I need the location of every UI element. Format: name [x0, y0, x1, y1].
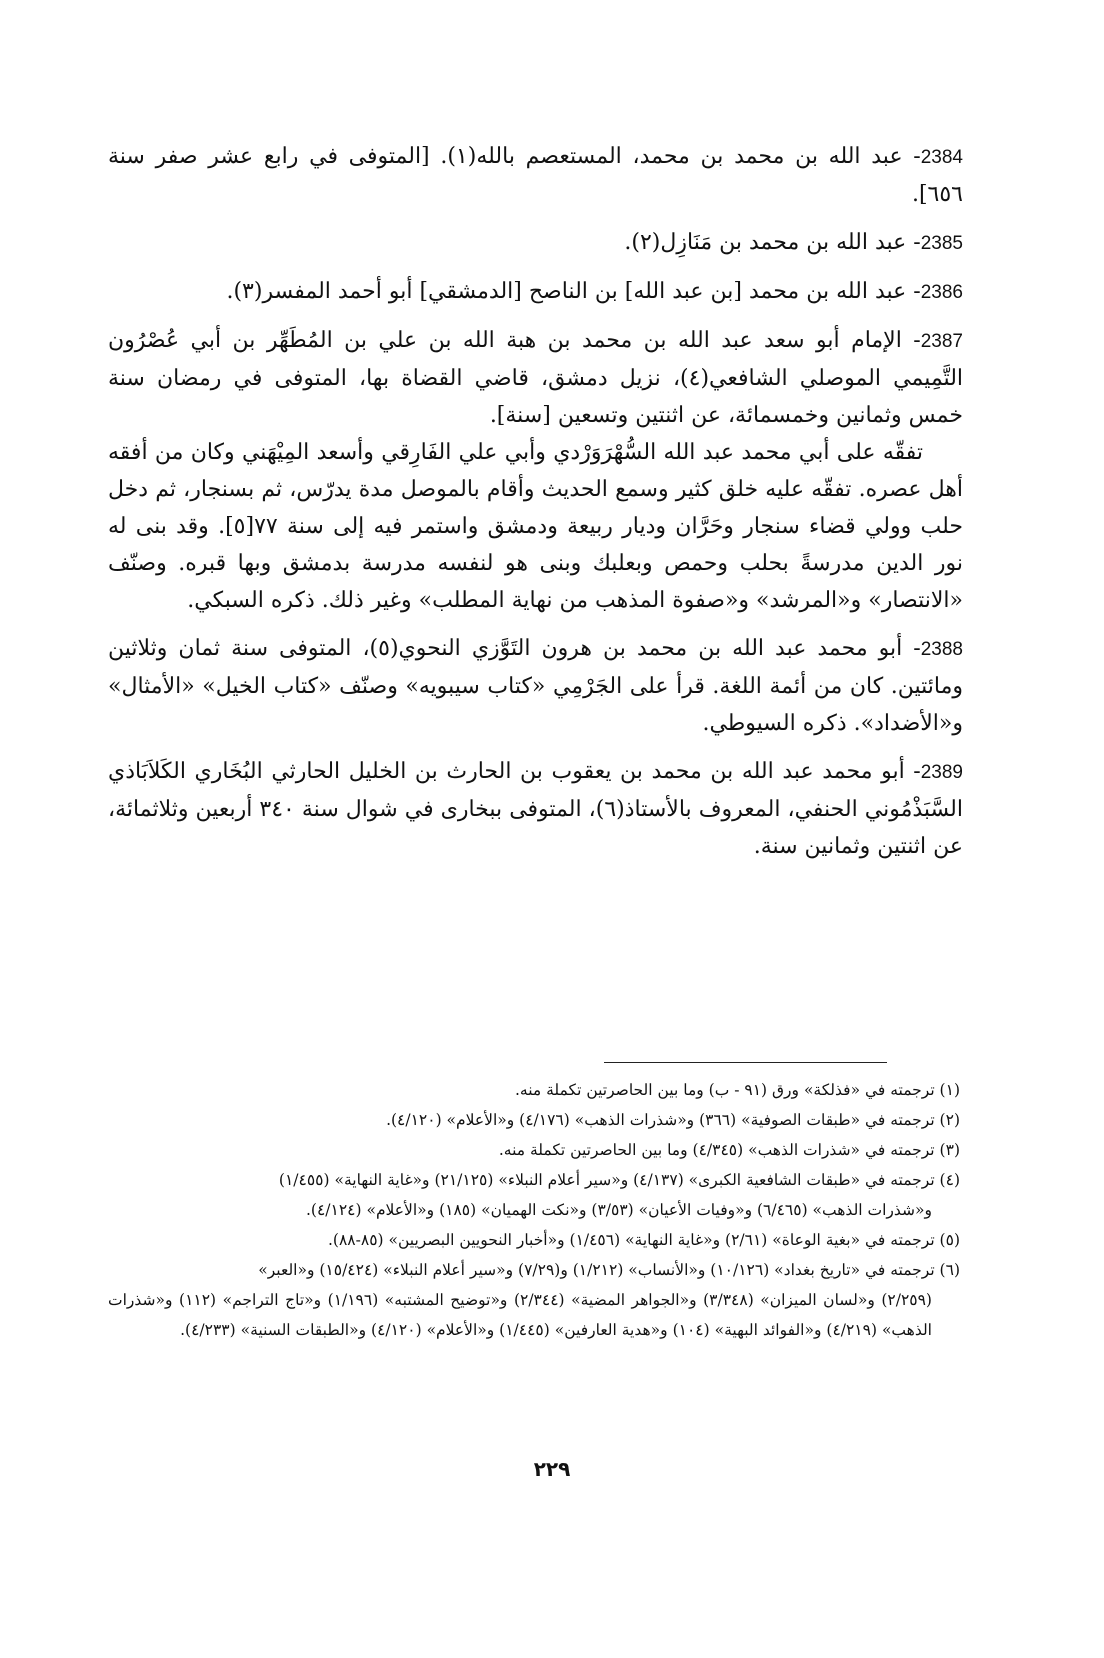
entry-text: عبد الله بن محمد بن مَنَازِل(٢). — [624, 230, 907, 255]
footnote-2: (٢) ترجمته في «طبقات الصوفية» (٣٦٦) و«شذرات الذهب» (٤/١٧٦) و«الأعلام» (٤/١٢٠). — [386, 1111, 960, 1129]
entry-2389: 2389- أبو محمد عبد الله بن محمد بن يعقوب بن الحارث بن الخليل الحارثي البُخَاري الكَلاَبَاذي السَّبَذْمُوني الحنفي، المعروف بالأستاذ(٦)، المتوفى ببخارى في شوال سنة ٣٤٠ أربعين وثلاثمائة، عن اثنتين وثمانين سنة. — [108, 759, 963, 859]
footnote-3: (٣) ترجمته في «شذرات الذهب» (٤/٣٤٥) وما بين الحاصرتين تكملة منه. — [498, 1141, 960, 1159]
entry-2386: 2386- عبد الله بن محمد [بن عبد الله] بن الناصح [الدمشقي] أبو أحمد المفسر(٣). — [226, 279, 963, 304]
entry-number: 2385 — [920, 233, 963, 254]
entry-2388: 2388- أبو محمد عبد الله بن محمد بن هرون التَوَّزي النحوي(٥)، المتوفى سنة ثمان وثلاثين ومائتين. كان من أئمة اللغة. قرأ على الجَرْمِي «كتاب سيبويه» وصنّف «كتاب الخيل» «الأمثال» و«الأضداد». ذكره السيوطي. — [108, 636, 964, 736]
entry-number: 2388 — [920, 639, 964, 660]
entry-text: أبو محمد عبد الله بن محمد بن يعقوب بن الحارث بن الخليل الحارثي البُخَاري الكَلاَبَاذي السَّبَذْمُوني الحنفي، المعروف بالأستاذ(٦)، المتوفى ببخارى في شوال سنة ٣٤٠ أربعين وثلاثمائة، عن اثنتين وثمانين سنة. — [108, 759, 963, 859]
footnote-continuation: و«شذرات الذهب» (٦/٤٦٥) و«وفيات الأعيان» (٣/٥٣) و«نكت الهميان» (١٨٥) و«الأعلام» (٤/١٢٤). — [305, 1201, 932, 1219]
entry-2387: 2387- الإمام أبو سعد عبد الله بن محمد بن هبة الله بن علي بن المُطَهِّر بن أبي عُصْرُون التَّمِيمي الموصلي الشافعي(٤)، نزيل دمشق، قاضي القضاة بها، المتوفى في رمضان سنة خمس وثمانين وخمسمائة، عن اثنتين وتسعين [سنة]. تفقّه على أبي محمد عبد الله السُّهْرَوَرْدي وأبي علي الفَارِقي وأسعد المِيْهَني وكان من أفقه أهل عصره. تفقّه عليه خلق كثير وسمع الحديث وأقام بالموصل مدة يدرّس، ثم بسنجار، ثم دخل حلب وولي قضاء سنجار وحَرَّان وديار ربيعة ودمشق واستمر فيه إلى سنة ٧٧[٥]. وقد بنى له نور الدين مدرسةً بحلب وحمص وبعلبك وبنى هو لنفسه مدرسة بدمشق وبها قبره. وصنّف «الانتصار» و«المرشد» و«صفوة المذهب من نهاية المطلب» وغير ذلك. ذكره السبكي. — [108, 322, 963, 619]
entry-text: عبد الله بن محمد [بن عبد الله] بن الناصح [الدمشقي] أبو أحمد المفسر(٣). — [226, 279, 907, 304]
entry-paragraph: تفقّه على أبي محمد عبد الله السُّهْرَوَرْدي وأبي علي الفَارِقي وأسعد المِيْهَني وكان من أفقه أهل عصره. تفقّه عليه خلق كثير وسمع الحديث وأقام بالموصل مدة يدرّس، ثم بسنجار، ثم دخل حلب وولي قضاء سنجار وحَرَّان وديار ربيعة ودمشق واستمر فيه إلى سنة ٧٧[٥]. وقد بنى له نور الدين مدرسةً بحلب وحمص وبعلبك وبنى هو لنفسه مدرسة بدمشق وبها قبره. وصنّف «الانتصار» و«المرشد» و«صفوة المذهب من نهاية المطلب» وغير ذلك. ذكره السبكي. — [108, 440, 964, 613]
footnote-text: (٤) ترجمته في «طبقات الشافعية الكبرى» (٤/١٣٧) و«سير أعلام النبلاء» (٢١/١٢٥) و«غاية النهاية» (١/٤٥٥) — [278, 1171, 960, 1189]
footnote-divider — [604, 1062, 887, 1063]
footnote-continuation: (٢/٢٥٩) و«لسان الميزان» (٣/٣٤٨) و«الجواهر المضية» (٢/٣٤٤) و«توضيح المشتبه» (١/١٩٦) و«تاج التراجم» (١١٢) و«شذرات الذهب» (٤/٢١٩) و«الفوائد البهية» (١٠٤) و«هدية العارفين» (١/٤٤٥) و«الأعلام» (٤/١٢٠) و«الطبقات السنية» (٤/٢٣٣). — [108, 1291, 932, 1339]
footnote-4 — [108, 1165, 960, 1225]
biography-entries — [108, 138, 963, 876]
entry-text: الإمام أبو سعد عبد الله بن محمد بن هبة الله بن علي بن المُطَهِّر بن أبي عُصْرُون التَّمِيمي الموصلي الشافعي(٤)، نزيل دمشق، قاضي القضاة بها، المتوفى في رمضان سنة خمس وثمانين وخمسمائة، عن اثنتين وتسعين [سنة]. — [108, 328, 964, 428]
page-number: ٢٢٩ — [533, 1457, 571, 1481]
footnote-5: (٥) ترجمته في «بغية الوعاة» (٢/٦١) و«غاية النهاية» (١/٤٥٦) و«أخبار النحويين البصريين» (٨٥-٨٨). — [327, 1231, 960, 1249]
entry-2385: 2385- عبد الله بن محمد بن مَنَازِل(٢). — [624, 230, 963, 255]
entry-2384: 2384- عبد الله بن محمد بن محمد، المستعصم بالله(١). [المتوفى في رابع عشر صفر سنة ٦٥٦]. — [108, 144, 963, 207]
entry-number: 2387 — [920, 331, 963, 352]
footnote-6 — [108, 1255, 960, 1345]
entry-number: 2389 — [920, 762, 963, 783]
footnote-text: (٦) ترجمته في «تاريخ بغداد» (١٠/١٢٦) و«الأنساب» (١/٢١٢) و(٧/٢٩) و«سير أعلام النبلاء» (١٥/٤٢٤) و«العبر» — [258, 1261, 960, 1279]
footnote-1: (١) ترجمته في «فذلكة» ورق (٩١ - ب) وما بين الحاصرتين تكملة منه. — [514, 1081, 960, 1099]
footnotes — [108, 1075, 960, 1345]
entry-number: 2384 — [920, 147, 963, 168]
entry-number: 2386 — [920, 282, 963, 303]
entry-text: أبو محمد عبد الله بن محمد بن هرون التَوَّزي النحوي(٥)، المتوفى سنة ثمان وثلاثين ومائتين. كان من أئمة اللغة. قرأ على الجَرْمِي «كتاب سيبويه» وصنّف «كتاب الخيل» «الأمثال» و«الأضداد». ذكره السيوطي. — [108, 636, 963, 736]
entry-text: عبد الله بن محمد بن محمد، المستعصم بالله(١). [المتوفى في رابع عشر صفر سنة ٦٥٦]. — [108, 144, 963, 207]
